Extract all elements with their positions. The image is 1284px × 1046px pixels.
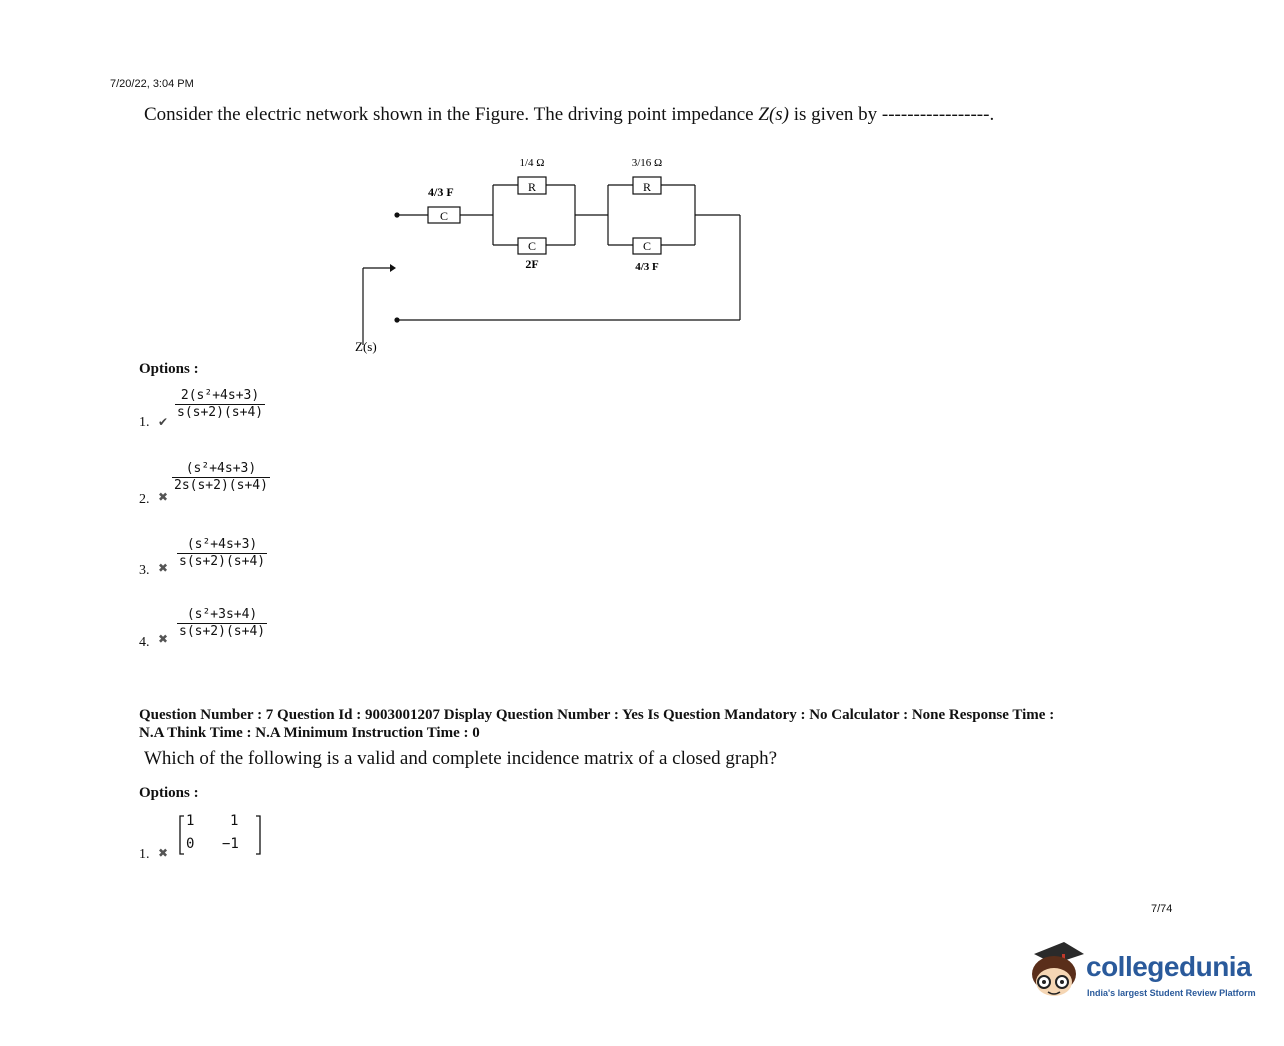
r2-value: 3/16 Ω bbox=[631, 157, 663, 169]
option-number: 3. bbox=[139, 563, 150, 578]
matrix-cell: 1 bbox=[230, 813, 239, 829]
question-1-text-before: Consider the electric network shown in the Figure. The driving point impedance bbox=[144, 104, 759, 125]
terminal-bottom bbox=[394, 317, 399, 322]
r1-value: 1/4 Ω bbox=[519, 157, 545, 169]
option-4-denominator: s(s+2)(s+4) bbox=[179, 624, 266, 639]
option-4-fraction[interactable] bbox=[177, 607, 267, 640]
page-number: 7/74 bbox=[1151, 903, 1173, 915]
c2-label: C bbox=[527, 239, 537, 253]
question-2-meta bbox=[139, 706, 1054, 742]
port-label: Z(s) bbox=[355, 339, 377, 354]
question-2-meta-line1: Question Number : 7 Question Id : 9003001207 Display Question Number : Yes Is Question Mandatory : No Calculator : None Response Time : bbox=[139, 707, 1055, 723]
option-1-numerator: 2(s²+4s+3) bbox=[175, 388, 265, 405]
brand-name: collegedunia bbox=[1086, 951, 1252, 982]
check-icon: ✔ bbox=[158, 415, 169, 429]
options-label-q2: Options : bbox=[139, 785, 199, 801]
cross-icon: ✖ bbox=[158, 561, 169, 575]
c2-value: 2F bbox=[525, 257, 539, 271]
matrix-cell: 1 bbox=[186, 813, 195, 829]
option-1-fraction[interactable] bbox=[175, 388, 265, 421]
impedance-symbol: Z(s) bbox=[758, 104, 789, 125]
question-2-text: Which of the following is a valid and complete incidence matrix of a closed graph? bbox=[144, 748, 778, 769]
option-3-fraction[interactable] bbox=[177, 537, 267, 570]
cross-icon: ✖ bbox=[158, 632, 169, 646]
circuit-diagram bbox=[340, 150, 760, 360]
option-1-denominator: s(s+2)(s+4) bbox=[177, 405, 264, 420]
option-2-numerator: (s²+4s+3) bbox=[172, 461, 270, 478]
question-1-text bbox=[144, 104, 994, 126]
options-label-q1: Options : bbox=[139, 361, 199, 377]
c3-value: 4/3 F bbox=[635, 261, 659, 273]
option-number: 1. bbox=[139, 415, 150, 430]
print-timestamp: 7/20/22, 3:04 PM bbox=[110, 78, 194, 90]
r1-label: R bbox=[527, 180, 537, 194]
matrix-cell: 0 bbox=[186, 836, 195, 852]
option-number: 4. bbox=[139, 635, 150, 650]
question-1-text-after: is given by bbox=[789, 104, 882, 125]
brand-tagline: India's largest Student Review Platform bbox=[1087, 988, 1256, 998]
cross-icon: ✖ bbox=[158, 490, 169, 504]
c1-value: 4/3 F bbox=[428, 185, 454, 199]
incidence-matrix-option-1[interactable] bbox=[176, 813, 266, 857]
question-2-meta-line2: N.A Think Time : N.A Minimum Instruction Time : 0 bbox=[139, 725, 480, 741]
matrix-cell: −1 bbox=[222, 836, 239, 852]
option-number: 1. bbox=[139, 847, 150, 862]
c1-label: C bbox=[439, 209, 449, 223]
option-2-denominator: 2s(s+2)(s+4) bbox=[174, 478, 268, 493]
option-3-numerator: (s²+4s+3) bbox=[177, 537, 267, 554]
option-3-denominator: s(s+2)(s+4) bbox=[179, 554, 266, 569]
collegedunia-mascot-icon bbox=[1024, 938, 1086, 1006]
option-2-fraction[interactable] bbox=[172, 461, 270, 494]
r2-label: R bbox=[642, 180, 652, 194]
terminal-top bbox=[394, 212, 399, 217]
option-number: 2. bbox=[139, 492, 150, 507]
c3-label: C bbox=[642, 239, 652, 253]
option-4-numerator: (s²+3s+4) bbox=[177, 607, 267, 624]
cross-icon: ✖ bbox=[158, 846, 169, 860]
answer-blank: -----------------. bbox=[881, 104, 995, 125]
